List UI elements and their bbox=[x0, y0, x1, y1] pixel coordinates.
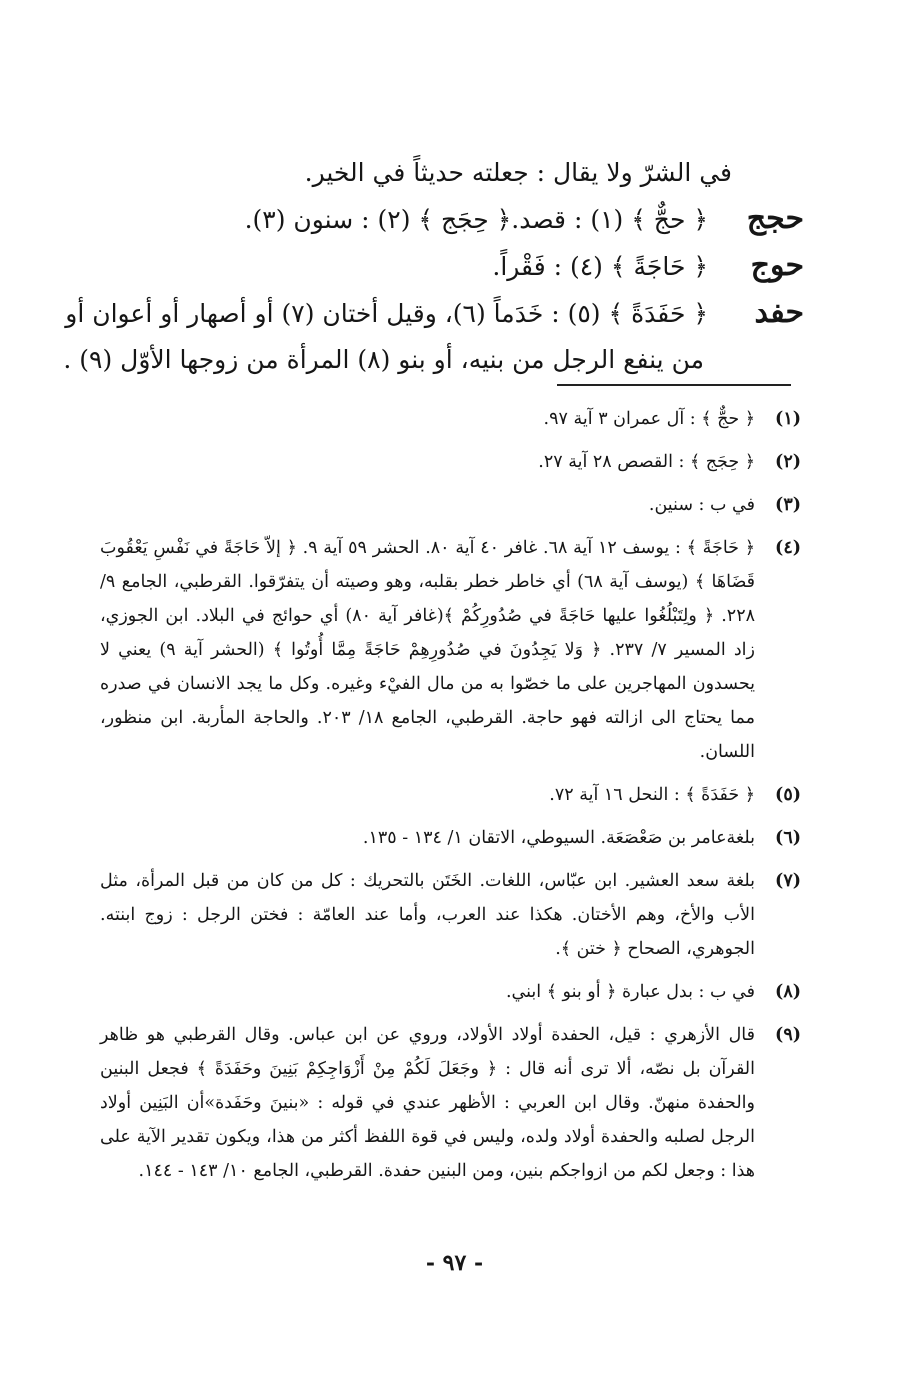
page-number: - ٩٧ - bbox=[425, 1250, 484, 1276]
footnote-number: (٢) bbox=[775, 452, 801, 472]
footnote bbox=[100, 864, 801, 966]
footnote-separator bbox=[557, 384, 791, 386]
footnote-text: بلغةعامر بن صَعْصَعَة. السيوطي، الاتقان ١/ ١٣٤ - ١٣٥. bbox=[362, 828, 755, 848]
footnote-text: ﴿ حَاجَةً ﴾ : يوسف ١٢ آية ٦٨. غافر ٤٠ آية ٨٠. الحشر ٥٩ آية ٩. ﴿ إلاّ حَاجَةً في نَفْسِ يَعْقُوبَ قَضَاهَا ﴾ (يوسف آية ٦٨) أي خاطر خطر بقلبه، وهو وصيته أن يتفرّقوا. القرطبي، الجامع ٩/ ٢٢٨. ﴿ ولِتَبْلُغُوا عليها حَاجَةً في صُدُورِكُمْ ﴾(غافر آية ٨٠) أي حوائج في البلاد. ابن الجوزي، زاد المسير ٧/ ٢٣٧. ﴿ وَلا يَجِدُونَ في صُدُورِهِمْ حَاجَةً مِمَّا أُوتُوا ﴾ (الحشر آية ٩) يعني لا يحسدون المهاجرين على ما خصّوا به من مال الفيْء وغيره. وكل ما يجد الانسان في صدره مما يحتاج الى ازالته فهو حاجة. القرطبي، الجامع ١٨/ ٢٠٣. والحاجة المأربة. ابن منظور، اللسان. bbox=[100, 538, 755, 762]
footnote-number: (١) bbox=[775, 409, 801, 429]
entry-text: ﴿ حَاجَةً ﴾ (٤) : فَقْراً. bbox=[492, 252, 708, 281]
intro-line: في الشرّ ولا يقال : جعلته حديثاً في الخير. bbox=[304, 158, 732, 187]
footnote bbox=[100, 975, 801, 1009]
entry-text: ﴿ حجٌّ ﴾ (١) : قصد.﴿ حِجَج ﴾ (٢) : سنون (٣). bbox=[244, 205, 708, 234]
footnote-text: في ب : سنين. bbox=[648, 495, 755, 515]
footnote-number: (٨) bbox=[775, 982, 801, 1002]
root-headword: حجج bbox=[746, 201, 804, 236]
footnote bbox=[100, 778, 801, 812]
footnote-number: (٥) bbox=[775, 785, 801, 805]
root-headword: حوج bbox=[750, 248, 804, 283]
footnote-text: ﴿ حجٌّ ﴾ : آل عمران ٣ آية ٩٧. bbox=[543, 409, 755, 429]
footnote bbox=[100, 402, 801, 436]
footnote-number: (٣) bbox=[775, 495, 801, 515]
footnote-number: (٤) bbox=[775, 538, 801, 558]
footnote bbox=[100, 531, 801, 769]
footnote bbox=[100, 821, 801, 855]
main-text bbox=[63, 150, 804, 383]
footnote-text: ﴿ حَفَدَةً ﴾ : النحل ١٦ آية ٧٢. bbox=[549, 785, 755, 805]
footnote-text: في ب : بدل عبارة ﴿ أو بنو ﴾ ابني. bbox=[505, 982, 755, 1002]
footnote bbox=[100, 445, 801, 479]
footnote bbox=[100, 1018, 801, 1188]
entry-hafd bbox=[65, 290, 804, 337]
root-headword: حفد bbox=[754, 295, 804, 330]
footnote-number: (٧) bbox=[775, 871, 801, 891]
footnote-text: ﴿ حِجَج ﴾ : القصص ٢٨ آية ٢٧. bbox=[538, 452, 755, 472]
footnotes bbox=[100, 402, 801, 1197]
footnote-number: (٦) bbox=[775, 828, 801, 848]
footnote bbox=[100, 488, 801, 522]
entry-hajj bbox=[115, 196, 804, 243]
footnote-text: بلغة سعد العشير. ابن عبّاس، اللغات. الخَتَن بالتحريك : كل من كان من قبل المرأة، مثل الأب والأخ، وهم الأختان. هكذا عند العرب، وأما عند العامّة : فختن الرجل : زوج ابنته. الجوهري، الصحاح ﴿ ختن ﴾. bbox=[100, 871, 755, 959]
entry-hafd-continuation: من ينفع الرجل من بنيه، أو بنو (٨) المرأة من زوجها الأوّل (٩) . bbox=[63, 345, 704, 374]
footnote-text: قال الأزهري : قيل، الحفدة أولاد الأولاد، وروي عن ابن عباس. وقال القرطبي هو ظاهر القرآن بل نصّه، ألا ترى أنه قال : ﴿ وجَعَلَ لَكُمْ مِنْ أَزْوَاجِكِمْ بَنِينَ وحَفَدَةً ﴾ فجعل البنين والحفدة منهنّ. وقال ابن العربي : الأظهر عندي في قوله : «بنينَ وحَفَدة»أن البَنِين أولاد الرجل لصلبه والحفدة أولاد ولده، وليس في قوة اللفظ أكثر من هذا، ويكون تقدير الآية على هذا : وجعل لكم من ازواجكم بنين، ومن البنين حفدة. القرطبي، الجامع ١٠/ ١٤٣ - ١٤٤. bbox=[100, 1025, 755, 1181]
footnote-number: (٩) bbox=[775, 1025, 801, 1045]
entry-text: ﴿ حَفَدَةً ﴾ (٥) : خَدَماً (٦)، وقيل أختان (٧) أو أصهار أو أعوان أو bbox=[65, 299, 708, 328]
entry-hawj bbox=[115, 243, 804, 290]
